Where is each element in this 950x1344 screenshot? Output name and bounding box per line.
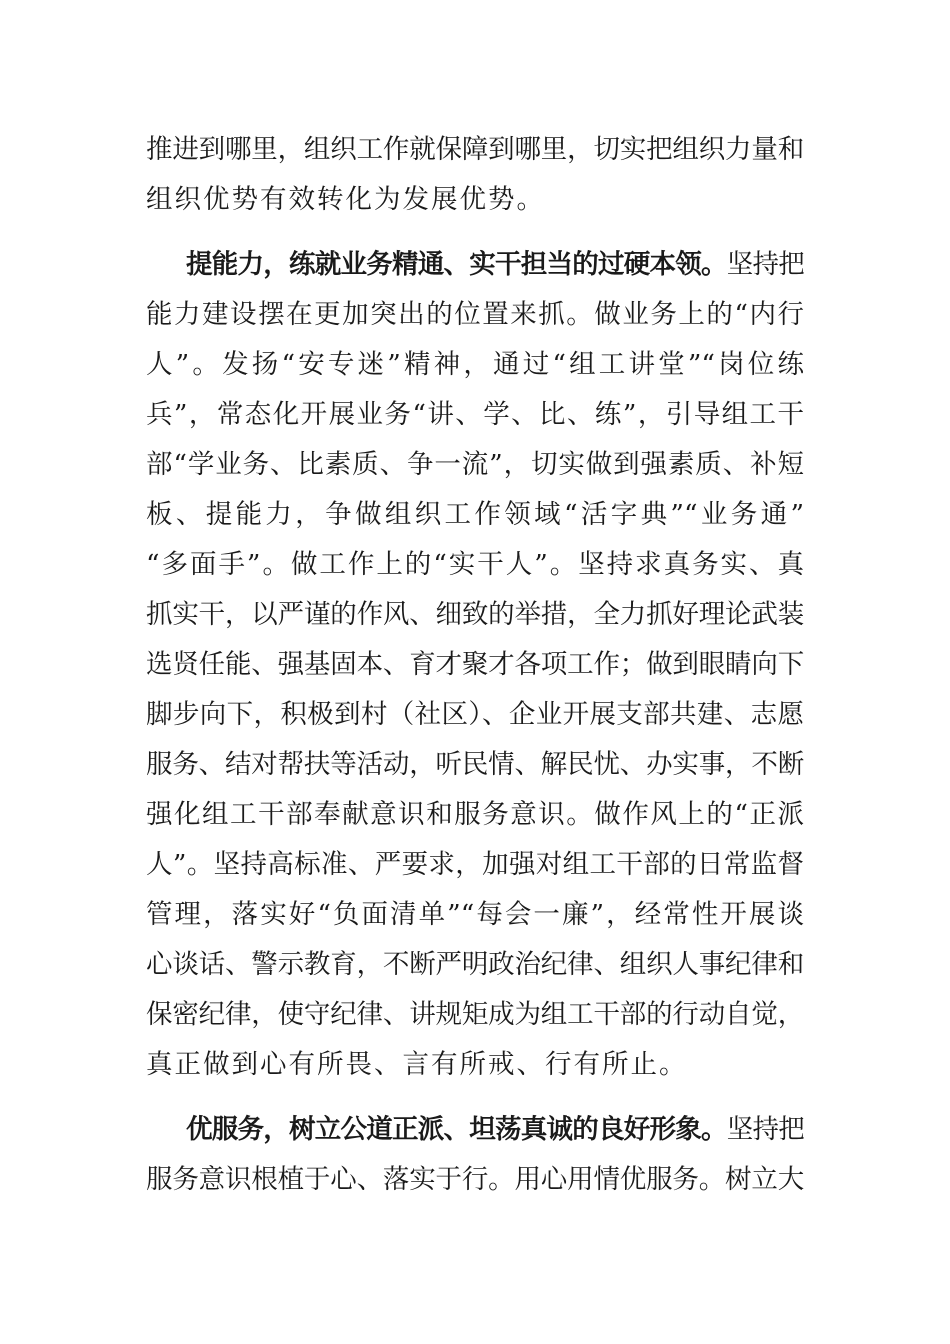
paragraph-text: 坚持把 <box>726 1114 804 1145</box>
paragraph-text: 坚持把 <box>726 249 804 280</box>
paragraph-line: 服务、结对帮扶等活动，听民情、解民忧、办实事，不断 <box>146 749 804 780</box>
paragraph-line: 强化组工干部奉献意识和服务意识。做作风上的“正派 <box>146 799 804 830</box>
paragraph-heading: 优服务，树立公道正派、坦荡真诚的良好形象。 <box>186 1114 727 1145</box>
paragraph-line: 脚步向下，积极到村（社区）、企业开展支部共建、志愿 <box>146 699 804 730</box>
paragraph-line: 管理，落实好“负面清单”“每会一廉”，经常性开展谈 <box>146 899 804 930</box>
paragraph-line: 选贤任能、强基固本、育才聚才各项工作；做到眼睛向下 <box>146 649 804 680</box>
paragraph-line: 人”。坚持高标准、严要求，加强对组工干部的日常监督 <box>146 849 804 880</box>
paragraph-first-line <box>186 245 804 285</box>
paragraph-line: 组织优势有效转化为发展优势。 <box>146 184 545 215</box>
paragraph-line: “多面手”。做工作上的“实干人”。坚持求真务实、真 <box>146 549 804 580</box>
paragraph-line: 抓实干，以严谨的作风、细致的举措，全力抓好理论武装 <box>146 599 804 630</box>
paragraph-line: 部“学业务、比素质、争一流”，切实做到强素质、补短 <box>146 449 804 480</box>
paragraph-line: 真正做到心有所畏、言有所戒、行有所止。 <box>146 1049 688 1080</box>
paragraph-first-line <box>186 1110 804 1150</box>
paragraph-heading: 提能力，练就业务精通、实干担当的过硬本领。 <box>186 249 727 280</box>
paragraph-line: 兵”，常态化开展业务“讲、学、比、练”，引导组工干 <box>146 399 804 430</box>
paragraph-line: 人”。发扬“安专迷”精神，通过“组工讲堂”“岗位练 <box>146 349 804 380</box>
paragraph-line: 心谈话、警示教育，不断严明政治纪律、组织人事纪律和 <box>146 949 804 980</box>
paragraph-line: 服务意识根植于心、落实于行。用心用情优服务。树立大 <box>146 1164 804 1195</box>
paragraph-line: 板、提能力，争做组织工作领域“活字典”“业务通” <box>146 499 804 530</box>
paragraph-line: 保密纪律，使守纪律、讲规矩成为组工干部的行动自觉， <box>146 999 804 1030</box>
paragraph-line: 推进到哪里，组织工作就保障到哪里，切实把组织力量和 <box>146 134 804 165</box>
paragraph-line: 能力建设摆在更加突出的位置来抓。做业务上的“内行 <box>146 299 804 330</box>
